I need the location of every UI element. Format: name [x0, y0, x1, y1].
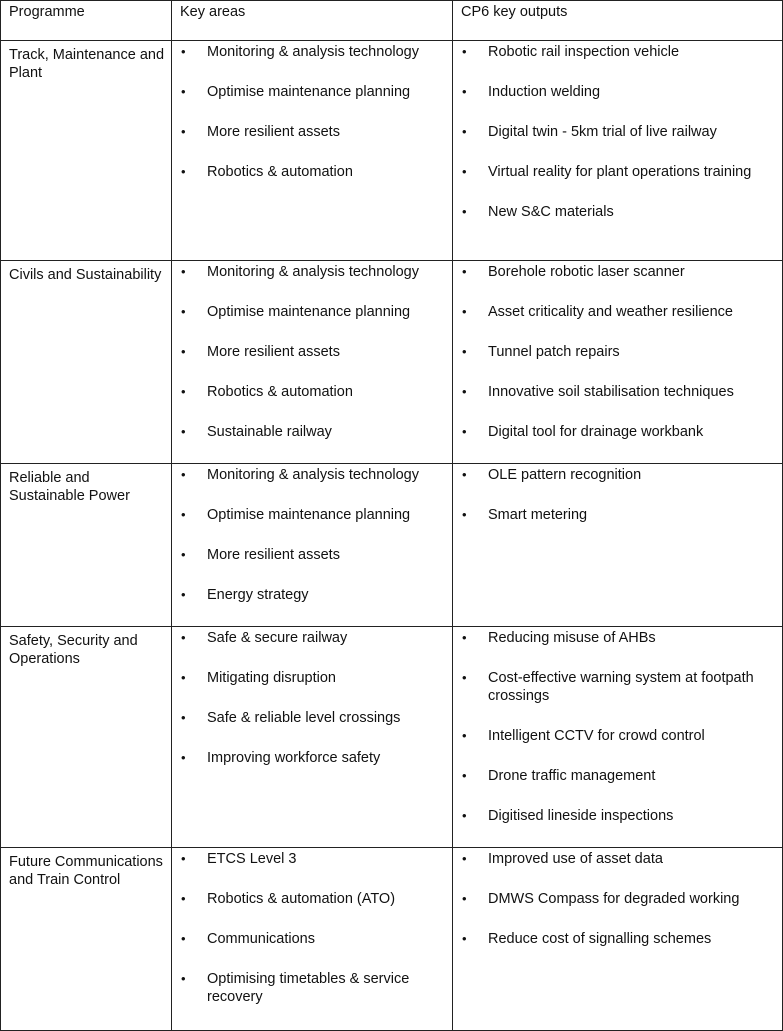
- header-programme: Programme: [1, 1, 172, 41]
- bullet-icon: •: [181, 344, 186, 359]
- programme-cell: [1, 41, 172, 261]
- list-item: [453, 890, 782, 908]
- bullet-icon: •: [181, 931, 186, 946]
- bullet-icon: •: [181, 710, 186, 725]
- list-item: [172, 43, 452, 61]
- programme-cell: [1, 261, 172, 464]
- list-item-text: Reducing misuse of AHBs: [488, 630, 656, 646]
- list-item-text: More resilient assets: [207, 344, 340, 360]
- list-item: [453, 163, 782, 181]
- table-row: [1, 41, 783, 261]
- key-areas-cell: [172, 848, 453, 1031]
- bullet-icon: •: [462, 670, 467, 685]
- bullet-icon: •: [462, 891, 467, 906]
- bullet-icon: •: [462, 304, 467, 319]
- list-item-text: Intelligent CCTV for crowd control: [488, 728, 705, 744]
- bullet-icon: •: [181, 124, 186, 139]
- bullet-icon: •: [181, 630, 186, 645]
- bullet-icon: •: [181, 547, 186, 562]
- table-row: [1, 464, 783, 627]
- bullet-icon: •: [181, 670, 186, 685]
- programme-cell: [1, 464, 172, 627]
- bullet-icon: •: [181, 384, 186, 399]
- list-item-text: Asset criticality and weather resilience: [488, 304, 733, 320]
- list-item: [172, 163, 452, 181]
- list-item-text: Smart metering: [488, 507, 588, 523]
- list-item-text: ETCS Level 3: [207, 851, 297, 867]
- list-item-text: Safe & reliable level crossings: [207, 710, 401, 726]
- bullet-icon: •: [462, 44, 467, 59]
- programme-cell: [1, 848, 172, 1031]
- outputs-list: [453, 627, 782, 825]
- list-item: [453, 303, 782, 321]
- bullet-icon: •: [462, 768, 467, 783]
- bullet-icon: •: [462, 630, 467, 645]
- bullet-icon: •: [181, 507, 186, 522]
- table-row: [1, 848, 783, 1031]
- list-item-text: Virtual reality for plant operations training: [488, 164, 752, 180]
- bullet-icon: •: [462, 728, 467, 743]
- key-areas-list: [172, 41, 452, 181]
- bullet-icon: •: [181, 467, 186, 482]
- list-item-text: Robotic rail inspection vehicle: [488, 44, 680, 60]
- list-item: [453, 629, 782, 647]
- bullet-icon: •: [181, 750, 186, 765]
- outputs-list: [453, 261, 782, 441]
- bullet-icon: •: [181, 891, 186, 906]
- list-item: [172, 506, 452, 524]
- header-row: [1, 1, 783, 41]
- list-item: [453, 466, 782, 484]
- list-item: [172, 383, 452, 401]
- bullet-icon: •: [462, 344, 467, 359]
- programme-name: Track, Maintenance and Plant: [9, 47, 165, 81]
- bullet-icon: •: [181, 424, 186, 439]
- list-item: [172, 749, 452, 767]
- list-item: [172, 970, 452, 1006]
- list-item-text: Tunnel patch repairs: [488, 344, 620, 360]
- list-item: [172, 850, 452, 868]
- list-item: [453, 930, 782, 948]
- key-areas-cell: [172, 261, 453, 464]
- key-areas-list: [172, 261, 452, 441]
- bullet-icon: •: [181, 164, 186, 179]
- bullet-icon: •: [181, 84, 186, 99]
- key-areas-list: [172, 464, 452, 604]
- list-item-text: Digitised lineside inspections: [488, 808, 674, 824]
- list-item-text: Robotics & automation: [207, 384, 353, 400]
- list-item-text: Robotics & automation: [207, 164, 353, 180]
- table-row: [1, 627, 783, 848]
- list-item: [172, 930, 452, 948]
- list-item: [453, 807, 782, 825]
- list-item: [453, 767, 782, 785]
- list-item-text: Optimise maintenance planning: [207, 304, 411, 320]
- list-item: [172, 669, 452, 687]
- list-item-text: Optimising timetables & service recovery: [207, 971, 410, 1005]
- list-item: [453, 423, 782, 441]
- list-item-text: New S&C materials: [488, 204, 614, 220]
- key-areas-cell: [172, 41, 453, 261]
- list-item-text: Borehole robotic laser scanner: [488, 264, 685, 280]
- programme-name: Future Communications and Train Control: [9, 854, 163, 888]
- bullet-icon: •: [462, 931, 467, 946]
- list-item-text: Mitigating disruption: [207, 670, 336, 686]
- list-item: [172, 890, 452, 908]
- list-item-text: Induction welding: [488, 84, 601, 100]
- list-item-text: Robotics & automation (ATO): [207, 891, 396, 907]
- bullet-icon: •: [181, 587, 186, 602]
- bullet-icon: •: [462, 808, 467, 823]
- key-areas-cell: [172, 464, 453, 627]
- bullet-icon: •: [181, 851, 186, 866]
- bullet-icon: •: [462, 851, 467, 866]
- list-item-text: Improved use of asset data: [488, 851, 663, 867]
- bullet-icon: •: [462, 424, 467, 439]
- list-item: [172, 343, 452, 361]
- bullet-icon: •: [462, 84, 467, 99]
- list-item-text: Optimise maintenance planning: [207, 84, 411, 100]
- programme-name: Safety, Security and Operations: [9, 633, 138, 667]
- header-key-areas: Key areas: [172, 1, 453, 41]
- list-item-text: Sustainable railway: [207, 424, 332, 440]
- list-item: [172, 263, 452, 281]
- list-item: [172, 303, 452, 321]
- header-cp6-key-outputs: CP6 key outputs: [453, 1, 783, 41]
- list-item: [172, 466, 452, 484]
- list-item-text: Monitoring & analysis technology: [207, 44, 419, 60]
- list-item-text: OLE pattern recognition: [488, 467, 642, 483]
- list-item: [453, 727, 782, 745]
- outputs-list: [453, 41, 782, 221]
- bullet-icon: •: [181, 971, 186, 986]
- list-item-text: Communications: [207, 931, 315, 947]
- programme-cell: [1, 627, 172, 848]
- list-item: [453, 669, 782, 705]
- list-item-text: Cost-effective warning system at footpath crossings: [488, 670, 754, 704]
- list-item-text: Safe & secure railway: [207, 630, 348, 646]
- list-item: [172, 423, 452, 441]
- bullet-icon: •: [462, 164, 467, 179]
- list-item-text: Drone traffic management: [488, 768, 656, 784]
- bullet-icon: •: [181, 264, 186, 279]
- bullet-icon: •: [462, 507, 467, 522]
- outputs-list: [453, 464, 782, 524]
- bullet-icon: •: [181, 44, 186, 59]
- list-item-text: Monitoring & analysis technology: [207, 467, 419, 483]
- list-item-text: Innovative soil stabilisation techniques: [488, 384, 734, 400]
- list-item: [172, 123, 452, 141]
- outputs-cell: [453, 627, 783, 848]
- bullet-icon: •: [462, 384, 467, 399]
- outputs-cell: [453, 261, 783, 464]
- list-item: [453, 850, 782, 868]
- list-item-text: Energy strategy: [207, 587, 309, 603]
- list-item: [172, 83, 452, 101]
- outputs-cell: [453, 464, 783, 627]
- key-areas-list: [172, 627, 452, 767]
- list-item-text: Optimise maintenance planning: [207, 507, 411, 523]
- programme-name: Civils and Sustainability: [9, 267, 162, 283]
- bullet-icon: •: [462, 204, 467, 219]
- outputs-cell: [453, 41, 783, 261]
- list-item: [172, 709, 452, 727]
- list-item: [172, 586, 452, 604]
- list-item: [453, 83, 782, 101]
- list-item: [172, 546, 452, 564]
- list-item: [453, 343, 782, 361]
- list-item: [453, 383, 782, 401]
- outputs-list: [453, 848, 782, 948]
- table-row: [1, 261, 783, 464]
- key-areas-list: [172, 848, 452, 1006]
- list-item-text: More resilient assets: [207, 124, 340, 140]
- outputs-cell: [453, 848, 783, 1031]
- list-item: [453, 263, 782, 281]
- bullet-icon: •: [462, 264, 467, 279]
- bullet-icon: •: [462, 124, 467, 139]
- list-item-text: Improving workforce safety: [207, 750, 381, 766]
- list-item-text: Digital tool for drainage workbank: [488, 424, 704, 440]
- list-item-text: Monitoring & analysis technology: [207, 264, 419, 280]
- bullet-icon: •: [181, 304, 186, 319]
- list-item: [453, 203, 782, 221]
- bullet-icon: •: [462, 467, 467, 482]
- key-areas-cell: [172, 627, 453, 848]
- list-item: [453, 506, 782, 524]
- list-item-text: More resilient assets: [207, 547, 340, 563]
- list-item: [172, 629, 452, 647]
- list-item-text: Reduce cost of signalling schemes: [488, 931, 712, 947]
- programme-name: Reliable and Sustainable Power: [9, 470, 130, 504]
- list-item-text: DMWS Compass for degraded working: [488, 891, 740, 907]
- list-item: [453, 123, 782, 141]
- list-item: [453, 43, 782, 61]
- list-item-text: Digital twin - 5km trial of live railway: [488, 124, 717, 140]
